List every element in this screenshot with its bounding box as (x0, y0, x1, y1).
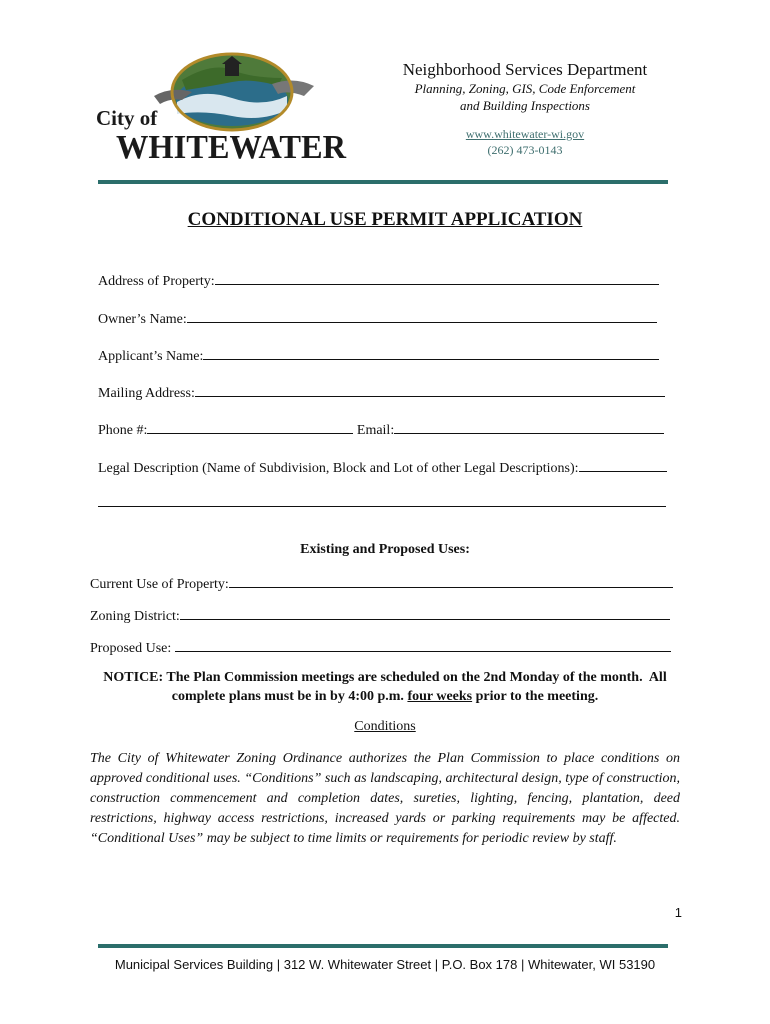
notice-text-end: prior to the meeting. (472, 689, 599, 704)
uses-heading: Existing and Proposed Uses: (300, 542, 470, 557)
header-rule (98, 180, 668, 184)
conditions-body: The City of Whitewater Zoning Ordinance authorizes the Plan Commission to place conditions on approved conditional uses. “Conditions” such as landscaping, architectural design, type of construction, construction commencement and completion dates, sureties, lighting, fencing, plantation, deed restrictions, highway access restrictions, increased yards or parking requirements may be affected. “Conditional Uses” may be subject to time limits or requirements for periodic review by staff. (90, 751, 680, 846)
address-field[interactable] (215, 270, 659, 285)
phone-label: Phone #: (98, 423, 148, 438)
logo-whitewater: WHITEWATER (116, 129, 347, 166)
page-title: CONDITIONAL USE PERMIT APPLICATION (187, 209, 583, 230)
phone-email-row (98, 419, 664, 439)
phone-field[interactable] (147, 419, 353, 434)
current-use-row (90, 573, 673, 593)
legal-label: Legal Description (Name of Subdivision, Block and Lot of other Legal Descriptions): (98, 461, 579, 476)
proposed-use-label: Proposed Use: (90, 641, 175, 656)
legal-field[interactable] (579, 457, 667, 472)
department-services-line2: and Building Inspections (460, 98, 590, 113)
notice (90, 668, 680, 706)
zoning-row (90, 605, 670, 625)
owner-label: Owner’s Name: (98, 312, 187, 327)
proposed-use-field[interactable] (175, 637, 671, 652)
mailing-row (98, 382, 665, 402)
address-label: Address of Property: (98, 274, 215, 289)
mailing-field[interactable] (195, 382, 665, 397)
legal-row (98, 457, 667, 477)
address-row (98, 270, 659, 290)
current-use-label: Current Use of Property: (90, 577, 229, 592)
zoning-field[interactable] (180, 605, 670, 620)
email-label: Email: (356, 423, 395, 438)
notice-text: NOTICE: The Plan Commission meetings are scheduled on the 2nd Monday of the month. All complete plans must be in by 4:00 p.m. (103, 670, 671, 704)
legal-continuation-row (98, 492, 666, 512)
applicant-label: Applicant’s Name: (98, 349, 204, 364)
city-logo (82, 40, 360, 170)
applicant-field[interactable] (203, 345, 659, 360)
logo-city-of: City of (96, 106, 158, 130)
proposed-use-row (90, 637, 671, 657)
page-number: 1 (674, 905, 682, 920)
footer-address: Municipal Services Building | 312 W. Whitewater Street | P.O. Box 178 | Whitewater, WI 53190 (114, 957, 656, 972)
mailing-label: Mailing Address: (98, 386, 195, 401)
current-use-field[interactable] (229, 573, 673, 588)
owner-row (98, 308, 657, 328)
legal-field-continued[interactable] (98, 492, 666, 507)
email-field[interactable] (394, 419, 664, 434)
department-services (380, 80, 670, 114)
applicant-row (98, 345, 659, 365)
website-link[interactable]: www.whitewater-wi.gov (465, 127, 585, 141)
owner-field[interactable] (187, 308, 657, 323)
city-seal-icon (82, 40, 360, 170)
conditions-heading: Conditions (354, 719, 416, 734)
footer-rule (98, 944, 668, 948)
zoning-label: Zoning District: (90, 609, 180, 624)
department-name: Neighborhood Services Department (402, 60, 648, 79)
notice-deadline: four weeks (407, 689, 473, 704)
department-services-line1: Planning, Zoning, GIS, Code Enforcement (414, 81, 636, 96)
department-phone: (262) 473-0143 (487, 143, 563, 157)
